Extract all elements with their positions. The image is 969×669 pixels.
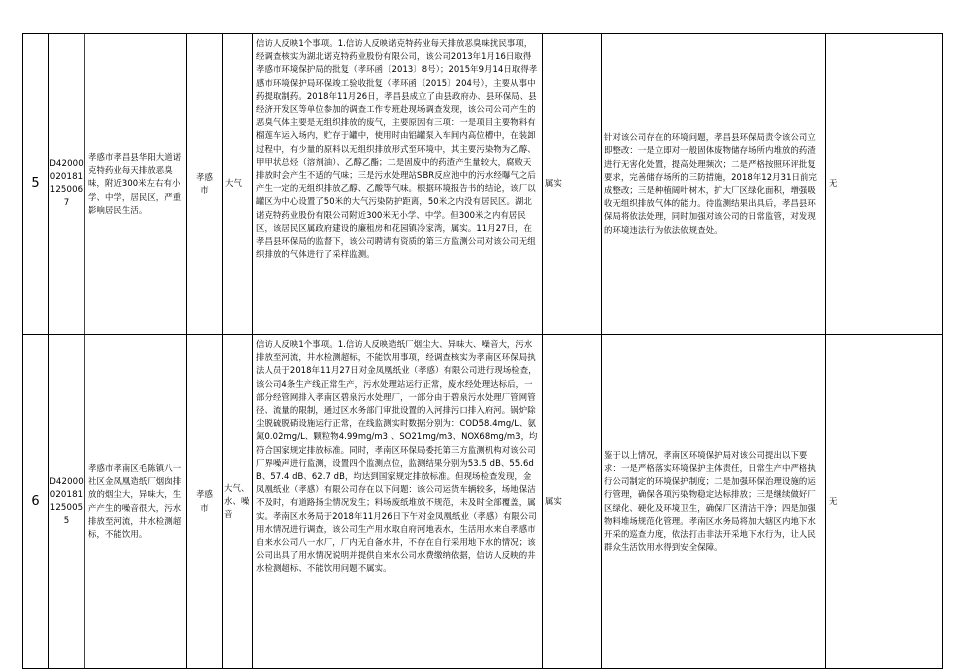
grid-line [252,33,253,669]
row-number: 6 [31,493,40,509]
complaint-text: 孝感市孝南区毛陈镇八一社区金凤凰造纸厂烟囱排放的烟尘大，异味大，生产产生的噪音很大，污水排放至河流，井水检测超标，不能饮用。 [88,462,182,539]
pollution-type [225,34,252,334]
city-cell [187,335,222,668]
pollution-type-text: 大气、水、噪音 [224,482,250,520]
complaint-code-line: D42000 [49,159,84,169]
city-text: 孝感市 [196,489,213,513]
accountability-text: 无 [829,495,838,506]
accountability-cell [829,34,939,334]
verdict-text: 属实 [545,495,562,506]
grid-line [942,33,943,669]
grid-line [601,33,602,669]
pollution-type [224,335,252,668]
complaint-code [49,335,84,668]
handling-measures [604,335,822,668]
city-text: 孝感市 [196,171,213,195]
complaint-content [88,34,184,334]
complaint-code-line: D42000 [49,476,84,487]
complaint-code-line: 125006 [49,185,84,195]
handling-text: 鉴于以上情况，孝南区环境保护局对该公司提出以下要求：一是严格落实环境保护主体责任，日常生产中严格执行公司制定的环境保护制度；二是加强环保治理设施的运行管理，确保各项污染物稳定达标排放；三是继续做好厂区绿化、硬化及环境卫生，确保厂区清洁干净；四是加强物料堆场规范化管理。孝南区水务局将加大辖区内地下水开采的巡查力度，依法打击非法开采地下水行为，让人民群众生活饮用水得到安全保障。 [604,449,816,553]
complaint-code-line: 125005 [49,502,84,513]
investigation-text: 信访人反映1个事项。1.信访人反映造纸厂烟尘大、异味大、噪音大，污水排放至河流，井水检测超标，不能饮用事项，经调查核实为孝南区环保局执法人员于2018年11月27日对金凤凰纸业（孝感）有限公司进行现场检查，该公司4条生产线正常生产，污水处理站运行正常，废水经处理达标后，一部分经管网排入孝南区碧泉污水处理厂，一部分由于碧泉污水处理厂管网管径、流量的限制，通过区水务部门审批设置的入河排污口排入府河。锅炉除尘脱硫脱硝设施运行正常，在线监测实时数据分别为：COD58.4mg/L、氨氮0.02mg/L、颗粒物4.99mg/m3 、SO21mg/m3、NOX68mg/m3，均符合国家规定排放标准。同时，孝南区环保局委托第三方监测机构对该公司厂界噪声进行监测，设置四个监测点位，监测结果分别为53.5 dB、55.6dB、57.4 dB、62.7 dB，均达到国家规定排放标准。但现场检查发现，金凤凰纸业（孝感）有限公司存在以下问题：该公司运货车辆较多，场地保洁不及时，有道路扬尘情况发生；料场废纸堆放不规范，未及时全部覆盖，属实。孝南区水务局于2018年11月26日下午对金凤凰纸业（孝感）有限公司用水情况进行调查，该公司生产用水取自府河地表水，生活用水来自孝感市自来水公司八一水厂，厂内无自备水井，不存在自行采用地下水的情况；该公司出具了用水情况说明并提供自来水公司水费缴纳依据，信访人反映的井水检测超标、不能饮用问题不属实。 [256,339,538,574]
verdict-cell [545,34,599,334]
handling-measures [604,34,822,334]
complaint-code-line: 7 [63,198,70,208]
complaint-code [49,34,84,334]
verdict-text: 属实 [545,178,562,189]
grid-line [542,33,543,669]
accountability-cell [829,335,939,668]
complaint-code-line: 020181 [49,489,84,500]
complaint-code-line: 5 [63,515,70,526]
investigation-text: 信访人反映1个事项。1.信访人反映诺克特药业每天排放恶臭味扰民事项，经调查核实为湖北诺克特药业股份有限公司，该公司2013年1月16日取得孝感市环境保护局的批复（孝环函〔2013〕8号）；2015年9月14日取得孝感市环境保护局环保竣工验收批复（孝环函〔2015〕204号），主要从事中药提取制药。2018年11月26日，孝昌县成立了由县政府办、县环保局、县经济开发区等单位参加的调查工作专班赴现场调查发现，该公司公司产生的恶臭气体主要是无组织排放的废气，主要原因有三项：一是项目主要物料有榴莲车运入场内，贮存于罐中，使用时由铝罐泵入车间内高位槽中，在装卸过程中，有少量的原料以无组织排放形式至环境中，其主要污染物为乙醇、甲甲状总烃（溶剂油）、乙醇乙酯；二是固废中的药渣产生量较大，腐败天排放时会产生不适的气味；三是污水处理站SBR反应池中的污水经曝气之后产生一定的无组织排放乙醇、乙酸等气味。根据环境报告书的结论，该厂以罐区为中心设置了50米的大气污染防护距离，50米之内没有居民区。湖北诺克特药业股份有限公司附近300米无小学、中学。但300米之内有居民区，该居民区属政府建设的廉租房和花园镇冷家湾，属实。11月27日，在孝昌县环保局的监督下，该公司聘请有资质的第三方监测公司对该公司无组织排放的气体进行了采样监测。 [256,38,538,260]
grid-line [825,33,826,669]
handling-text: 针对该公司存在的环境问题，孝昌县环保局责令该公司立即整改：一是立即对一般固体废物储存场所内堆放的药渣进行无害化处置，提高处理频次；二是严格按照环评批复要求，完善储存场所的三防措施，2018年12月31日前完成整改；三是种植阔叶树木，扩大厂区绿化面积，增强吸收无组织排放气体的能力。待监测结果出具后，孝昌县环保局将依法处理，同时加强对该公司的日常监管，对发现的环境违法行为依法依规查处。 [604,132,817,235]
investigation-result [256,338,538,667]
city-cell [187,34,222,334]
grid-line [222,33,223,669]
complaint-content [88,335,184,668]
complaint-code-line: 020181 [49,172,84,182]
row-number: 5 [31,176,40,192]
verdict-cell [545,335,599,668]
complaint-text: 孝感市孝昌县华阳大道诺克特药业每天排放恶臭味，附近300米左右有小学、中学，居民区，严重影响居民生活。 [88,151,182,215]
pollution-type-text: 大气 [225,178,242,189]
accountability-text: 无 [829,178,838,189]
grid-line [84,33,85,669]
investigation-result [256,37,538,333]
